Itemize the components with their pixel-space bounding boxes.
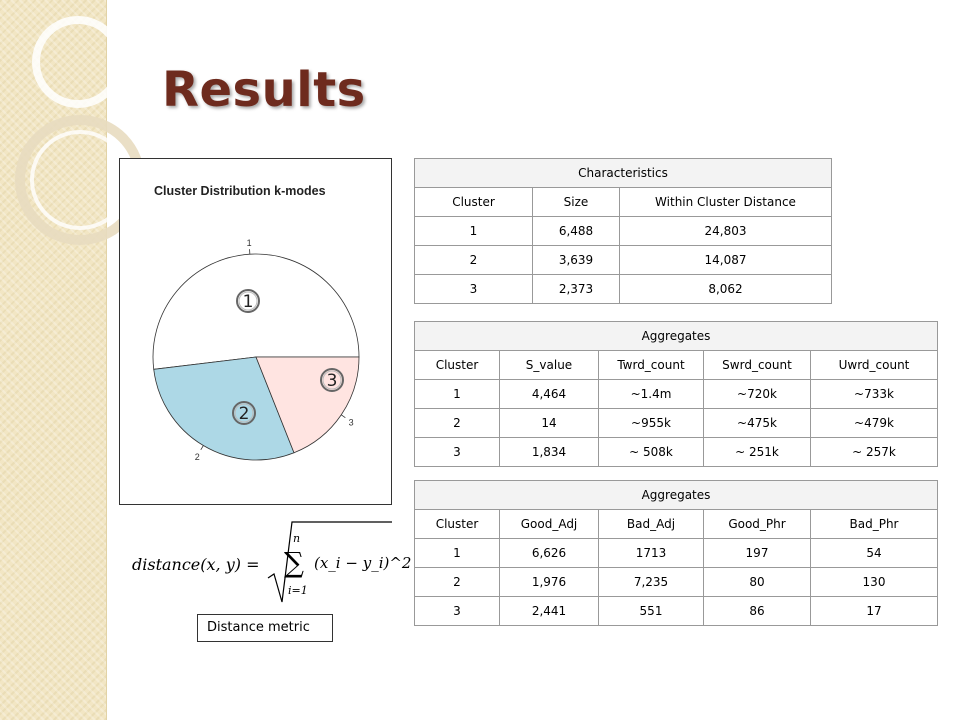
table-caption: Aggregates: [415, 322, 938, 351]
table-cell: ~733k: [811, 380, 938, 409]
sigma-icon: ∑: [284, 546, 304, 579]
pie-tick-3: [341, 415, 345, 418]
pie-label-1: 1: [246, 238, 252, 249]
aggregates-table-2: [414, 480, 938, 626]
formula-lhs: distance(x, y) =: [132, 555, 260, 574]
table-cell: ~479k: [811, 409, 938, 438]
table-cell: 130: [811, 568, 938, 597]
column-header: Good_Phr: [704, 510, 811, 539]
table-cell: 3,639: [533, 246, 620, 275]
table-row: [415, 539, 938, 568]
table-cell: 1,976: [500, 568, 599, 597]
table-cell: 14: [500, 409, 599, 438]
table-cell: 2,441: [500, 597, 599, 626]
svg-text:3: 3: [326, 371, 338, 391]
column-header: Swrd_count: [704, 351, 811, 380]
table-cell: 80: [704, 568, 811, 597]
table-cell: 1: [415, 380, 500, 409]
distance-formula: [132, 518, 412, 608]
svg-text:2: 2: [238, 404, 250, 424]
column-header: Uwrd_count: [811, 351, 938, 380]
table-cell: ~955k: [599, 409, 704, 438]
pie-chart-panel: [119, 158, 392, 505]
sum-upper-limit: n: [293, 532, 301, 545]
table-row: [415, 275, 832, 304]
distance-metric-label: Distance metric: [197, 614, 333, 642]
table-cell: 14,087: [620, 246, 832, 275]
table-cell: 24,803: [620, 217, 832, 246]
table-cell: 197: [704, 539, 811, 568]
column-header: Twrd_count: [599, 351, 704, 380]
column-header: Cluster: [415, 510, 500, 539]
table-cell: ~720k: [704, 380, 811, 409]
table-cell: 86: [704, 597, 811, 626]
table-row: [415, 246, 832, 275]
formula-graphic: [132, 518, 412, 608]
pie-label-2: 2: [194, 451, 200, 462]
table-row: [415, 217, 832, 246]
column-header: Bad_Adj: [599, 510, 704, 539]
chart-title: Cluster Distribution k-modes: [154, 184, 326, 198]
column-header: Within Cluster Distance: [620, 188, 832, 217]
sum-lower-limit: i=1: [288, 584, 308, 597]
table-cell: 2: [415, 568, 500, 597]
table-cell: 6,488: [533, 217, 620, 246]
svg-text:1: 1: [242, 292, 254, 312]
table-cell: 551: [599, 597, 704, 626]
table-cell: 1: [415, 217, 533, 246]
column-header: Good_Adj: [500, 510, 599, 539]
column-header: S_value: [500, 351, 599, 380]
characteristics-table: [414, 158, 832, 304]
table-cell: 54: [811, 539, 938, 568]
table-cell: ~1.4m: [599, 380, 704, 409]
pie-tick-2: [201, 446, 204, 450]
pie-slice-1: [153, 254, 359, 369]
slide-title: Results: [162, 62, 366, 118]
table-cell: 3: [415, 275, 533, 304]
formula-term: (x_i − y_i)^2: [314, 554, 412, 572]
table-caption: Characteristics: [415, 159, 832, 188]
table-cell: 8,062: [620, 275, 832, 304]
table-cell: ~ 251k: [704, 438, 811, 467]
table-cell: 17: [811, 597, 938, 626]
column-header: Cluster: [415, 188, 533, 217]
table-row: [415, 380, 938, 409]
column-header: Bad_Phr: [811, 510, 938, 539]
table-cell: ~475k: [704, 409, 811, 438]
column-header: Cluster: [415, 351, 500, 380]
table-cell: 4,464: [500, 380, 599, 409]
table-cell: 2,373: [533, 275, 620, 304]
aggregates-table-1: [414, 321, 938, 467]
table-cell: 3: [415, 597, 500, 626]
table-cell: ~ 508k: [599, 438, 704, 467]
table-caption: Aggregates: [415, 481, 938, 510]
table-row: [415, 438, 938, 467]
table-cell: 1713: [599, 539, 704, 568]
table-cell: 1,834: [500, 438, 599, 467]
table-cell: 2: [415, 409, 500, 438]
column-header: Size: [533, 188, 620, 217]
pie-label-3: 3: [348, 417, 354, 428]
table-cell: 3: [415, 438, 500, 467]
table-row: [415, 409, 938, 438]
table-row: [415, 597, 938, 626]
table-cell: 1: [415, 539, 500, 568]
table-cell: ~ 257k: [811, 438, 938, 467]
pie-chart: [120, 159, 393, 506]
table-row: [415, 568, 938, 597]
table-cell: 2: [415, 246, 533, 275]
table-cell: 6,626: [500, 539, 599, 568]
table-cell: 7,235: [599, 568, 704, 597]
